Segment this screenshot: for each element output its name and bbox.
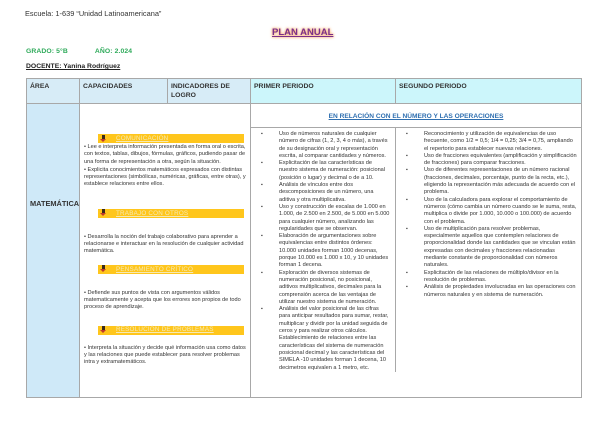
capacity-heading bbox=[98, 134, 244, 143]
primer-periodo-content bbox=[251, 128, 396, 372]
capacity-title: COMUNICACIÓN bbox=[116, 134, 169, 142]
list-item: ▪ Análisis de vínculos entre dos descomposiciones de un número, una aditiva y otra multiplicativa. bbox=[251, 182, 391, 204]
header-indicadores: INDICADORES DE LOGRO bbox=[168, 79, 251, 104]
capacity-text: • Explicita conocimientos matemáticos expresados con distintas representaciones (simbólicas, numéricas, gráficas, entre otras), y establece relaciones entre ellos. bbox=[84, 166, 246, 188]
header-capacidades: CAPACIDADES bbox=[80, 79, 168, 104]
capacity-title: TRABAJO CON OTROS bbox=[116, 209, 189, 217]
grade-year-line bbox=[26, 48, 132, 55]
capacity-text: • Interpreta la situación y decide qué información usa como datos y las relaciones que puede establecer para resolver problemas intra y extramatemáticos. bbox=[84, 344, 246, 366]
area-cell: MATEMÁTICA bbox=[27, 104, 80, 398]
list-item: ▪ Uso de números naturales de cualquier número de cifras (1, 2, 3, 4 o más), a través de su designación oral y representación escrita, al comparar cantidades y números. bbox=[251, 131, 391, 160]
list-item: ▪ Uso de diferentes representaciones de un número racional (fracciones, decimales, porcentaje, punto de la recta, etc.), eligiendo la representación más adecuada de acuerdo con el problema. bbox=[396, 167, 577, 196]
arrow-down-icon bbox=[100, 209, 108, 217]
teacher-label: DOCENTE: Yanina Rodríguez bbox=[26, 63, 121, 70]
capacity-heading bbox=[98, 265, 244, 274]
capacity-title: PENSAMIENTO CRÍTICO bbox=[116, 265, 194, 273]
header-area: ÁREA bbox=[27, 79, 80, 104]
arrow-down-icon bbox=[100, 265, 108, 273]
year-label: AÑO: 2.024 bbox=[94, 48, 133, 55]
list-item: ▪ Uso de la calculadora para explorar el comportamiento de números (cómo cambia un número cuando se le suma, resta, multiplica o divide por 1.000, 10.000 o 100.000) de acuerdo con el problema. bbox=[396, 197, 577, 226]
list-item: ▪ Uso y construcción de escalas de 1.000 en 1.000, de 2.500 en 2.500, de 5.000 en 5.000 para cualquier número, analizando las regularidades que se observan. bbox=[251, 204, 391, 233]
capacity-title: RESOLUCIÓN DE PROBLEMAS bbox=[116, 326, 214, 334]
segundo-periodo-content bbox=[396, 128, 581, 372]
list-item: ▪ Explicitación de las relaciones de múltiplo/divisor en la resolución de problemas. bbox=[396, 270, 577, 285]
capacity-heading bbox=[98, 326, 244, 335]
list-item: ▪ Análisis de propiedades involucradas en las operaciones con números naturales y en sistema de numeración. bbox=[396, 284, 577, 299]
table-row bbox=[27, 104, 582, 398]
list-item: ▪ Elaboración de argumentaciones sobre equivalencias entre distintos órdenes: 10.000 unidades forman 1000 decenas, porque 10.000 es 1.000 x 10, y 10 unidades forman 1 decena. bbox=[251, 233, 391, 269]
arrow-down-icon bbox=[100, 326, 108, 334]
grade-label: GRADO: 5°B bbox=[26, 48, 68, 55]
arrow-down-icon bbox=[100, 135, 108, 143]
list-item: ▪ Reconocimiento y utilización de equivalencias de uso frecuente, como 1/2 = 0,5; 1/4 = 0,25; 3/4 = 0,75, ampliando el repertorio para establecer nuevas relaciones. bbox=[396, 131, 577, 153]
table-header-row bbox=[27, 79, 582, 104]
list-item: ▪ Uso de fracciones equivalentes (amplificación y simplificación de fracciones) para comparar fracciones. bbox=[396, 153, 577, 168]
list-item: ▪ Exploración de diversos sistemas de numeración posicional, no posicional, aditivos multiplicativos, decimales para la comprensión acerca de las ventajas de utilizar nuestro sistema de numeración. bbox=[251, 270, 391, 306]
list-item-continuation: Establecimiento de relaciones entre las características del sistema de numeración posicional decimal y las características del SIMELA -10 unidades forman 1 decena, 10 decimetros equivalen a 1 metro, etc. bbox=[279, 335, 386, 371]
list-item: ▪ Uso de multiplicación para resolver problemas, especialmente aquellos que contemplen relaciones de proporcionalidad donde las cantidades que se vinculan están expresadas con decimales y fracciones relacionadas mediante constante de proporcionalidad con números naturales. bbox=[396, 226, 577, 270]
capacidades-cell bbox=[80, 104, 251, 398]
header-segundo-periodo: SEGUNDO PERIODO bbox=[396, 79, 582, 104]
section-title: EN RELACIÓN CON EL NÚMERO Y LAS OPERACIONES bbox=[251, 104, 581, 128]
school-name: Escuela: 1-639 “Unidad Latinoamericana” bbox=[25, 9, 162, 18]
periods-cell bbox=[251, 104, 582, 398]
capacity-text: • Desarrolla la noción del trabajo colaborativo para aprender a relacionarse e interactuar en la resolución de cualquier actividad matemática. bbox=[84, 233, 244, 255]
capacity-heading bbox=[98, 209, 244, 218]
plan-table bbox=[26, 78, 582, 398]
list-item: ▪ Análisis del valor posicional de las cifras para anticipar resultados para sumar, restar, multiplicar y dividir por la unidad seguida de ceros y para realizar otros cálculos. bbox=[251, 306, 391, 335]
page-title: PLAN ANUAL bbox=[272, 27, 334, 38]
header-primer-periodo: PRIMER PERIODO bbox=[251, 79, 396, 104]
list-item: ▪ Explicitación de las características de nuestro sistema de numeración: posicional (posición o lugar) y decimal o de a 10. bbox=[251, 160, 391, 182]
capacity-text: • Lee e interpreta información presentada en forma oral o escrita, con textos, tablas, dibujos, fórmulas, gráficos, pudiendo pasar de una forma de representación a otra, según la situación. bbox=[84, 144, 246, 165]
capacity-text: • Defiende sus puntos de vista con argumentos válidos matematicamente y acepta que los errores son propios de todo proceso de aprendizaje. bbox=[84, 289, 241, 311]
